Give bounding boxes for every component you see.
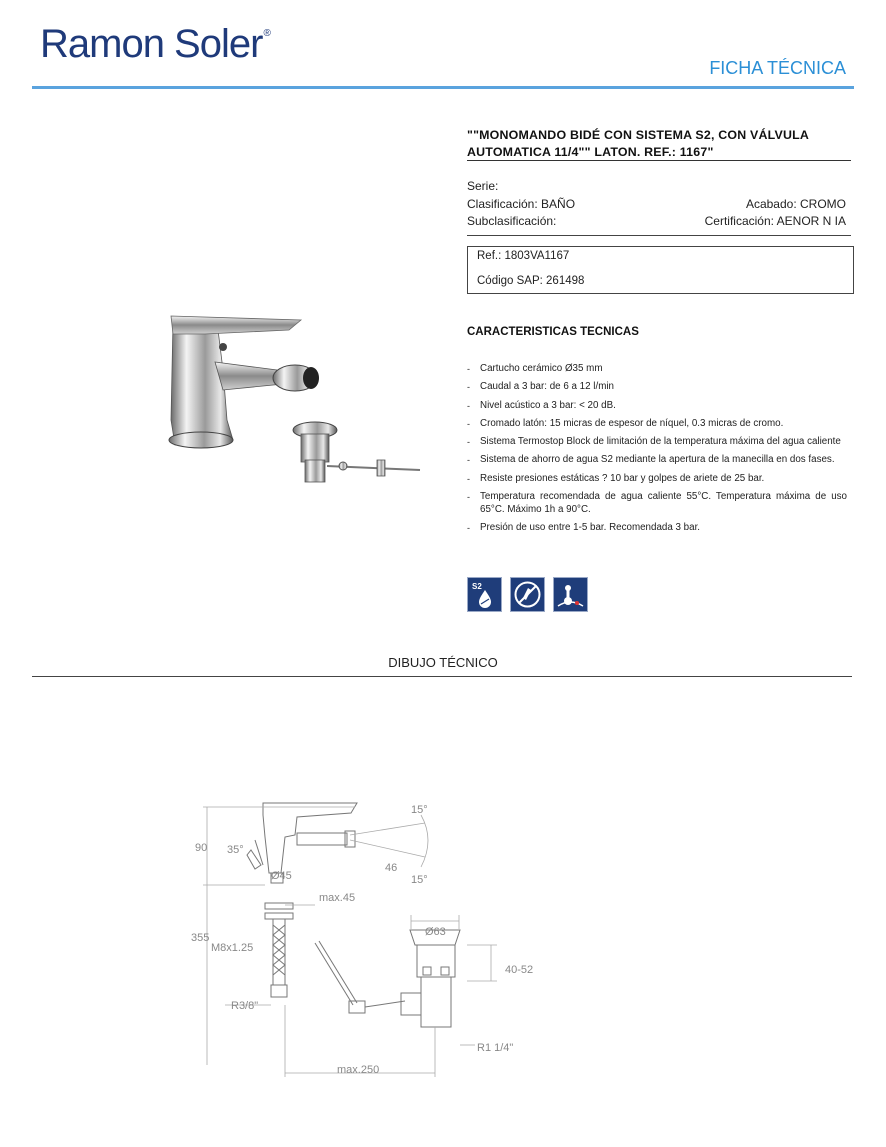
dimension-height-355: 355: [191, 932, 210, 944]
dimension-angle-bottom: 15°: [411, 874, 428, 886]
drawing-divider: [32, 676, 852, 677]
dimension-height-90: 90: [195, 842, 208, 854]
dimension-thread-m8: M8x1.25: [211, 942, 254, 954]
no-limescale-icon: [510, 577, 545, 612]
list-item: - Cromado latón: 15 micras de espesor de níquel, 0.3 micras de cromo.: [467, 417, 784, 429]
list-item: - Temperatura recomendada de agua caliente 55°C. Temperatura máxima de uso 65°C. Máximo 1h a 90°C.: [467, 491, 847, 515]
s2-water-saving-icon: [467, 577, 502, 612]
list-item: - Resiste presiones estáticas ? 10 bar y golpes de ariete de 25 bar.: [467, 472, 765, 484]
brand-name: Ramon Soler: [40, 22, 263, 66]
dimension-diameter-63: Ø63: [425, 926, 446, 938]
document-type: FICHA TÉCNICA: [709, 58, 846, 78]
product-title: ""MONOMANDO BIDÉ CON SISTEMA S2, CON VÁLVULA AUTOMATICA 11/4"" LATON. REF.: 1167": [467, 128, 809, 159]
meta-divider: [467, 235, 851, 236]
reference-box: [467, 246, 854, 294]
list-item: - Caudal a 3 bar: de 6 a 12 l/min: [467, 381, 614, 393]
dimension-thread-r114: R1 1/4": [477, 1042, 514, 1054]
dimension-range-40-52: 40-52: [505, 964, 534, 976]
list-item: - Sistema Termostop Block de limitación de la temperatura máxima del agua caliente: [467, 436, 841, 448]
brand-registered-mark: ®: [263, 28, 270, 39]
list-item: - Sistema de ahorro de agua S2 mediante la apertura de la manecilla en dos fases.: [467, 454, 835, 466]
list-item: - Presión de uso entre 1-5 bar. Recomendada 3 bar.: [467, 521, 701, 533]
certificacion-label: Certificación: AENOR N IA: [704, 214, 846, 228]
dimension-diameter-45: Ø45: [271, 870, 292, 882]
serie-label: Serie:: [467, 179, 499, 193]
technical-drawing: [185, 795, 555, 1095]
header-divider: [32, 86, 854, 89]
subclasificacion-label: Subclasificación:: [467, 214, 557, 228]
list-item: - Nivel acústico a 3 bar: < 20 dB.: [467, 399, 616, 411]
clasificacion-label: Clasificación: BAÑO: [467, 197, 576, 211]
s2-icon-label: S2: [472, 582, 482, 591]
list-item: - Cartucho cerámico Ø35 mm: [467, 363, 603, 374]
dimension-max-250: max.250: [337, 1064, 380, 1076]
acabado-label: Acabado: CROMO: [745, 197, 846, 211]
dimension-angle-lever: 35°: [227, 844, 244, 856]
dimension-thread-r38: R3/8": [231, 1000, 259, 1012]
characteristics-heading: CARACTERISTICAS TECNICAS: [467, 326, 639, 338]
characteristics-list: [467, 363, 847, 540]
reference-code: Ref.: 1803VA1167: [477, 250, 570, 262]
brand-logo: [40, 22, 270, 67]
sap-code: Código SAP: 261498: [477, 275, 585, 287]
title-divider: [467, 160, 851, 161]
dimension-angle-top: 15°: [411, 804, 428, 816]
dimension-46: 46: [385, 862, 398, 874]
dimension-max-45: max.45: [319, 892, 356, 904]
technical-drawing-heading: DIBUJO TÉCNICO: [388, 655, 498, 670]
product-photo: [165, 300, 425, 500]
thermostop-icon: [553, 577, 588, 612]
